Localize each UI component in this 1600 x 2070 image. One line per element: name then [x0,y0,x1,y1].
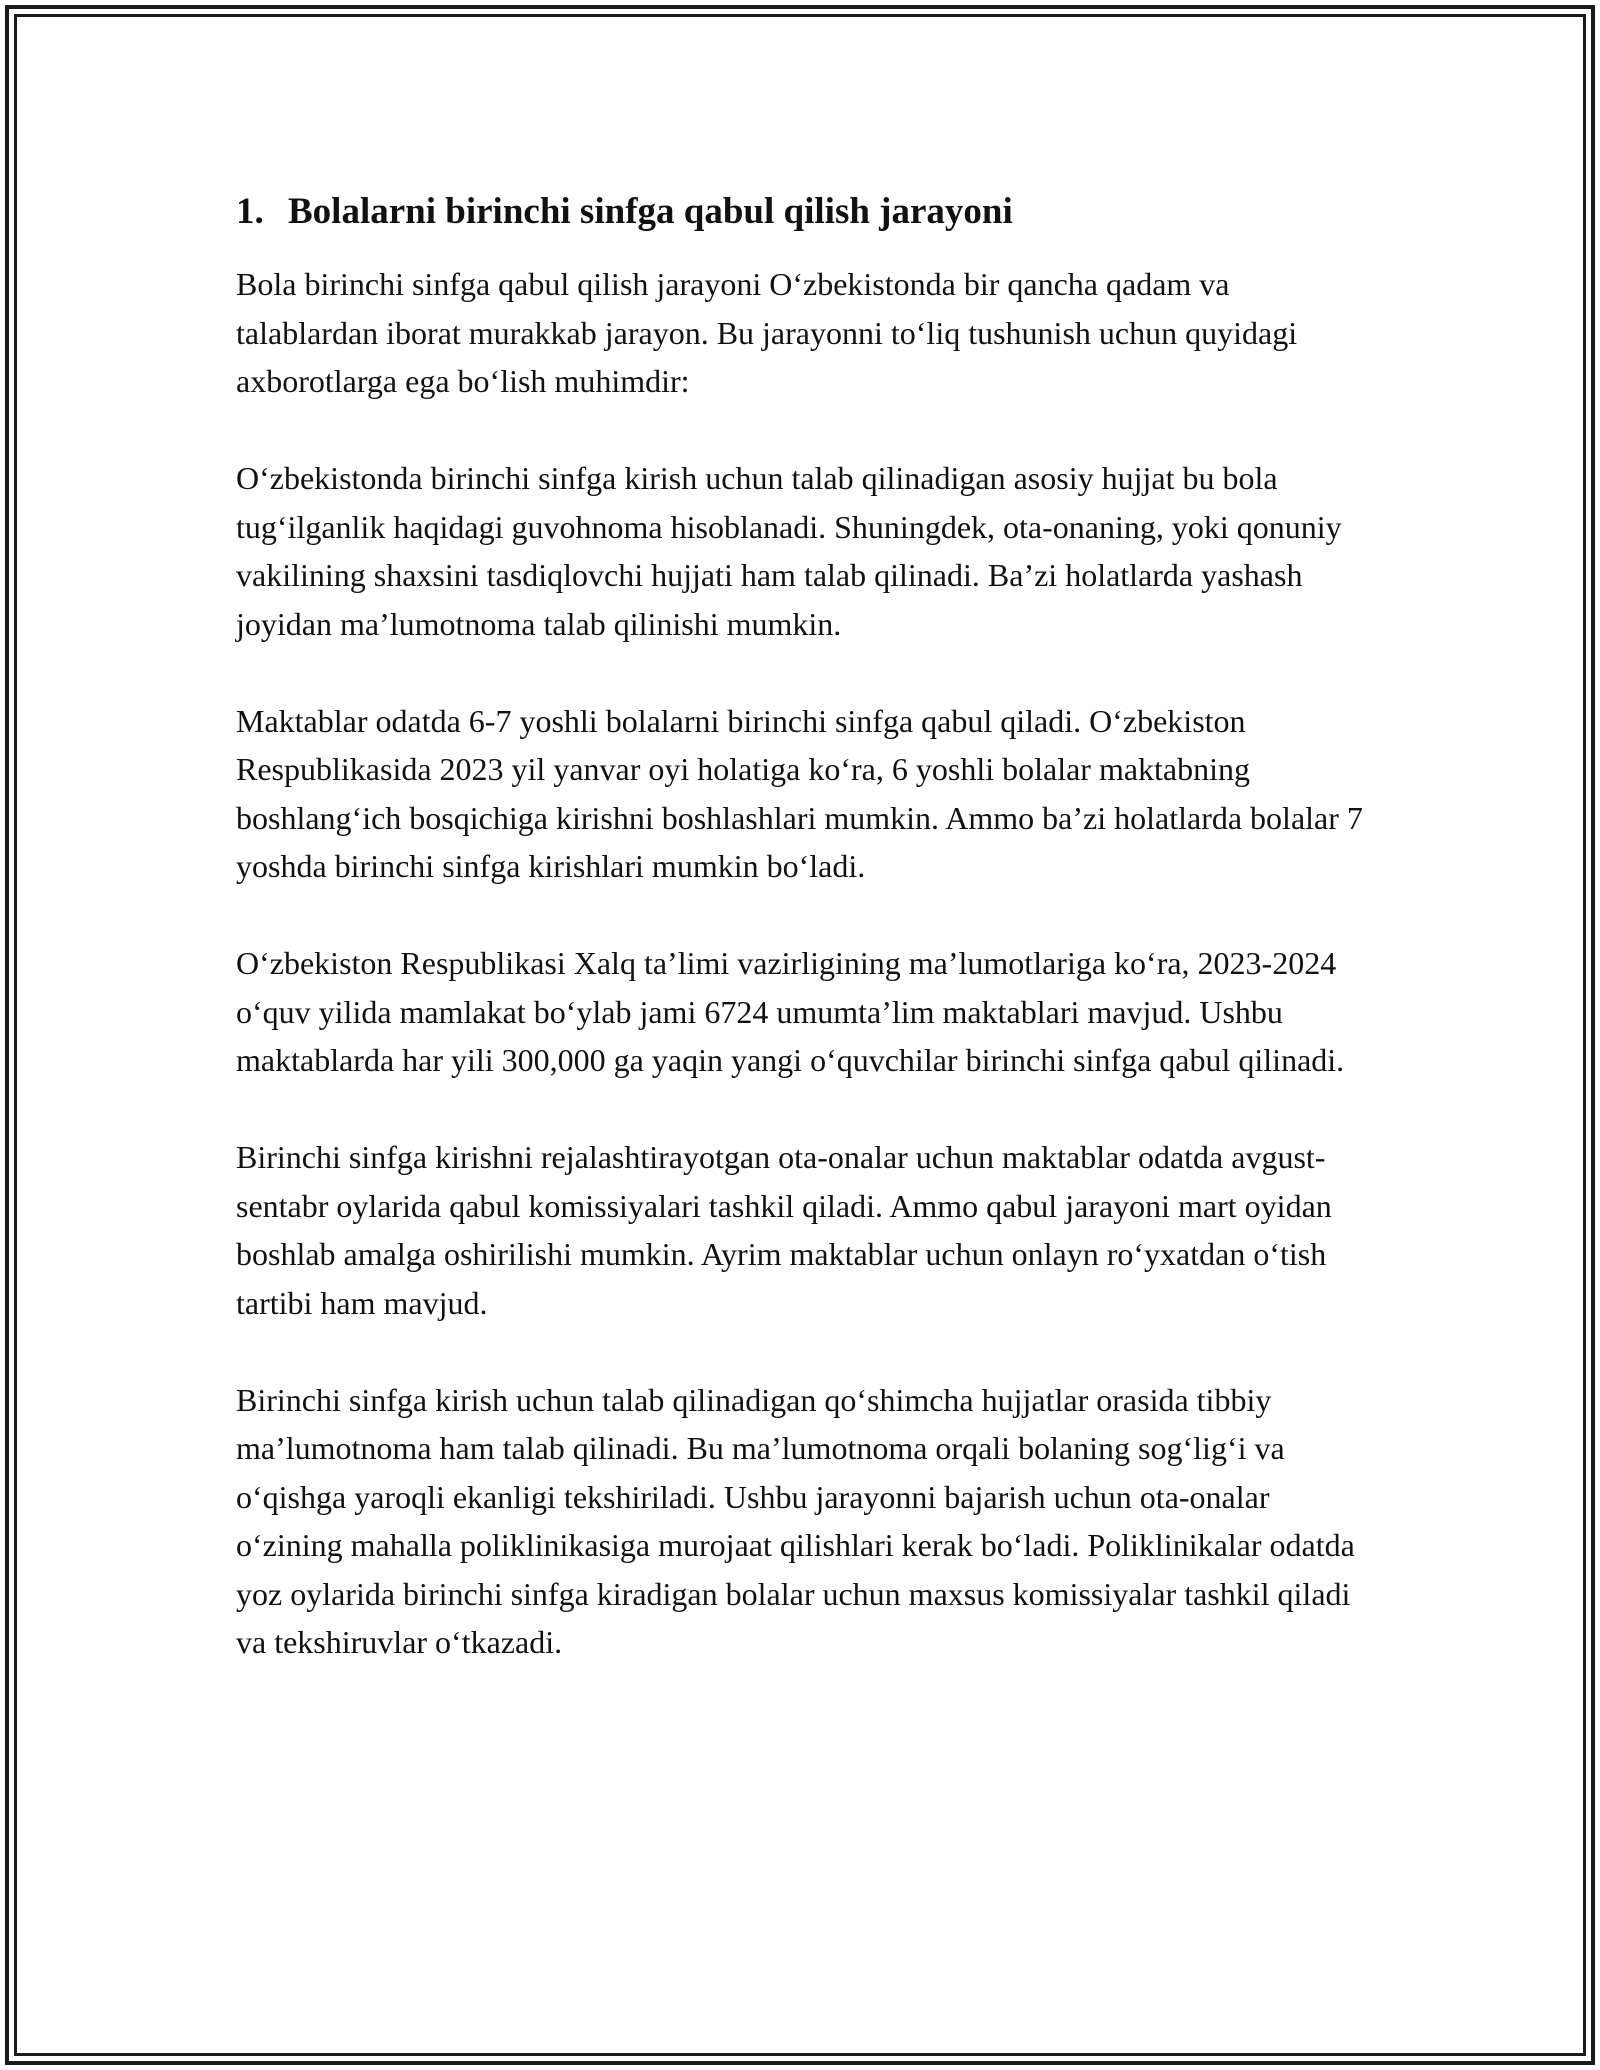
section-title: Bolalarni birinchi sinfga qabul qilish jarayoni [288,191,1013,232]
paragraph-admission-timing: Birinchi sinfga kirishni rejalashtirayotgan ota-onalar uchun maktablar odatda avgust-sentabr oylarida qabul komissiyalari tashkil qiladi. Ammo qabul jarayoni mart oyidan boshlab amalga oshirilishi mumkin. Ayrim maktablar uchun onlayn ro‘yxatdan o‘tish tartibi ham mavjud. [236,1139,1332,1321]
paragraph-medical: Birinchi sinfga kirish uchun talab qilinadigan qo‘shimcha hujjatlar orasida tibbiy ma’lumotnoma ham talab qilinadi. Bu ma’lumotnoma orqali bolaning sog‘lig‘i va o‘qishga yaroqli ekanligi tekshiriladi. Ushbu jarayonni bajarish uchun ota-onalar o‘zining mahalla poliklinikasiga murojaat qilishlari kerak bo‘ladi. Poliklinikalar odatda yoz oylarida birinchi sinfga kiradigan bolalar uchun maxsus komissiyalar tashkil qiladi va tekshiruvlar o‘tkazadi. [236,1381,1355,1660]
paragraph-age: Maktablar odatda 6-7 yoshli bolalarni birinchi sinfga qabul qiladi. O‘zbekiston Respublikasida 2023 yil yanvar oyi holatiga ko‘ra, 6 yoshli bolalar maktabning boshlang‘ich bosqichiga kirishni boshlashlari mumkin. Ammo ba’zi holatlarda bolalar 7 yoshda birinchi sinfga kirishlari mumkin bo‘ladi. [236,702,1363,884]
paragraph-documents: O‘zbekistonda birinchi sinfga kirish uchun talab qilinadigan asosiy hujjat bu bola tug‘ilganlik haqidagi guvohnoma hisoblanadi. Shuningdek, ota-onaning, yoki qonuniy vakilining shaxsini tasdiqlovchi hujjati ham talab qilinadi. Ba’zi holatlarda yashash joyidan ma’lumotnoma talab qilinishi mumkin. [236,460,1342,642]
paragraph-intro: Bola birinchi sinfga qabul qilish jarayoni O‘zbekistonda bir qancha qadam va talablardan iborat murakkab jarayon. Bu jarayonni to‘liq tushunish uchun quyidagi axborotlarga ega bo‘lish muhimdir: [236,266,1298,399]
section-number: 1. [236,191,264,232]
document-body [236,186,1376,1715]
paragraph-statistics: O‘zbekiston Respublikasi Xalq ta’limi vazirligining ma’lumotlariga ko‘ra, 2023-2024 o‘quv yilida mamlakat bo‘ylab jami 6724 umumta’lim maktablari mavjud. Ushbu maktablarda har yili 300,000 ga yaqin yangi o‘quvchilar birinchi sinfga qabul qilinadi. [236,945,1345,1078]
section-heading [236,186,1376,238]
